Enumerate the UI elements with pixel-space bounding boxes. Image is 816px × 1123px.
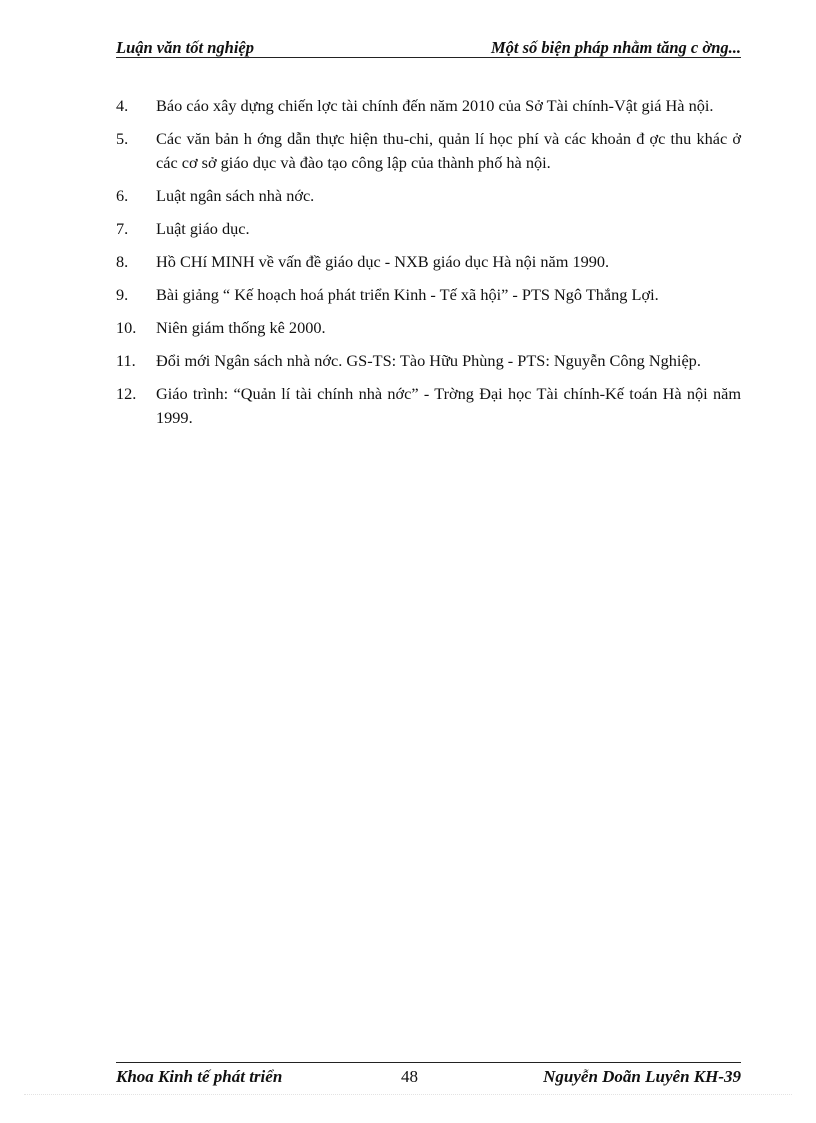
page-header: [116, 38, 741, 58]
footer-rule: [116, 1062, 741, 1063]
reference-item: [116, 316, 741, 340]
reference-list: [116, 94, 741, 439]
reference-number: 8.: [116, 252, 129, 271]
reference-text: Đổi mới Ngân sách nhà nớc. GS-TS: Tào Hữu Phùng - PTS: Nguyễn Công Nghiệp.: [156, 351, 701, 370]
reference-item: [116, 94, 741, 118]
reference-item: [116, 217, 741, 241]
reference-item: [116, 283, 741, 307]
reference-text: Báo cáo xây dựng chiến lợc tài chính đến năm 2010 của Sở Tài chính-Vật giá Hà nội.: [156, 96, 714, 115]
reference-number: 5.: [116, 129, 129, 148]
reference-text: Các văn bản h ớng dẫn thực hiện thu-chi, quản lí học phí và các khoản đ ợc thu khác ở các cơ sở giáo dục và đào tạo công lập của thành phố hà nội.: [156, 129, 741, 172]
reference-number: 9.: [116, 285, 129, 304]
footer-author: Nguyễn Doãn Luyên KH-39: [543, 1067, 741, 1086]
reference-text: Bài giảng “ Kế hoạch hoá phát triển Kinh - Tế xã hội” - PTS Ngô Thắng Lợi.: [156, 285, 659, 304]
reference-item: [116, 127, 741, 175]
footer-faculty: Khoa Kinh tế phát triển: [116, 1067, 283, 1086]
reference-number: 7.: [116, 219, 129, 238]
page-number: 48: [401, 1067, 418, 1086]
reference-item: [116, 250, 741, 274]
reference-text: Luật ngân sách nhà nớc.: [156, 186, 315, 205]
header-thesis-title: Một số biện pháp nhằm tăng c ờng...: [491, 38, 741, 57]
page-bottom-border: [24, 1094, 792, 1095]
reference-number: 6.: [116, 186, 129, 205]
reference-number: 11.: [116, 351, 136, 370]
reference-item: [116, 382, 741, 430]
reference-number: 12.: [116, 384, 137, 403]
header-rule: [116, 57, 741, 58]
reference-text: Hồ CHí MINH về vấn đề giáo dục - NXB giáo dục Hà nội năm 1990.: [156, 252, 610, 271]
reference-item: [116, 349, 741, 373]
reference-text: Giáo trình: “Quản lí tài chính nhà nớc” - Trờng Đại học Tài chính-Kế toán Hà nội năm 1999.: [156, 384, 741, 427]
reference-item: [116, 184, 741, 208]
reference-text: Niên giám thống kê 2000.: [156, 318, 326, 337]
reference-text: Luật giáo dục.: [156, 219, 250, 238]
reference-number: 10.: [116, 318, 137, 337]
reference-number: 4.: [116, 96, 129, 115]
page-footer: [116, 1062, 741, 1088]
header-thesis-label: Luận văn tốt nghiệp: [116, 38, 254, 57]
